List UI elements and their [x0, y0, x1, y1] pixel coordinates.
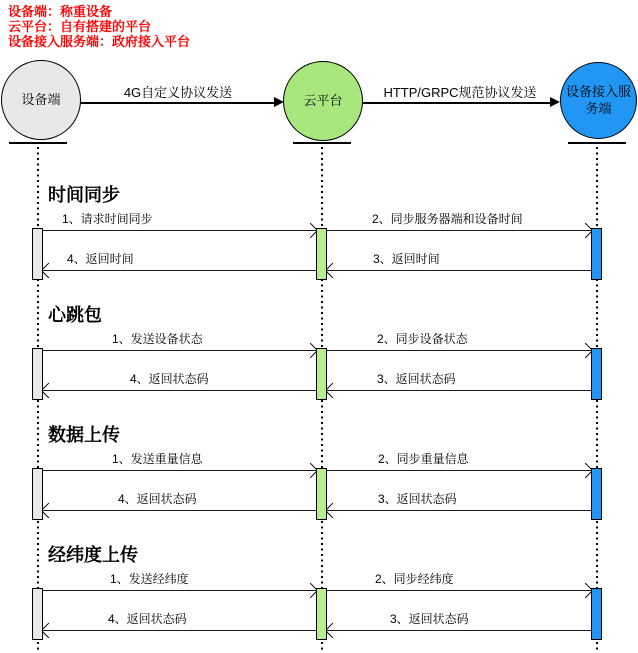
message-return-status-code-cloud — [43, 492, 316, 511]
message-return-time-server — [327, 252, 591, 271]
message-line — [327, 350, 591, 351]
message-send-weight-info — [43, 452, 316, 471]
activation-bar-server — [591, 468, 602, 520]
message-sync-server-device-time — [327, 212, 591, 231]
message-line — [43, 470, 316, 471]
activation-bar-cloud — [316, 348, 327, 400]
section-geo-upload — [0, 538, 638, 653]
actor-server-label: 设备接入服务端 — [565, 84, 631, 116]
message-line — [43, 390, 316, 391]
section-title: 经纬度上传 — [48, 545, 138, 565]
activation-bar-device — [32, 228, 43, 280]
message-line — [43, 590, 316, 591]
legend-line-cloud: 云平台：自有搭建的平台 — [8, 19, 152, 34]
message-label: 4、返回状态码 — [130, 372, 209, 386]
activation-bar-cloud — [316, 228, 327, 280]
message-label: 3、返回状态码 — [377, 372, 456, 386]
arrowhead-left-icon — [325, 263, 341, 279]
activation-bar-device — [32, 468, 43, 520]
message-return-status-code-cloud — [43, 372, 316, 391]
legend-line-device: 设备端：称重设备 — [8, 4, 113, 19]
message-line — [43, 510, 316, 511]
arrowhead-left-icon — [325, 623, 341, 639]
message-label: 4、返回状态码 — [108, 612, 187, 626]
message-label: 3、返回状态码 — [378, 492, 457, 506]
arrowhead-left-icon — [41, 263, 57, 279]
actor-device-label: 设备端 — [21, 91, 61, 107]
message-label: 2、同步经纬度 — [375, 572, 454, 586]
actor-device — [1, 60, 81, 140]
message-return-status-code-server — [327, 492, 591, 511]
activation-bar-cloud — [316, 588, 327, 640]
message-label: 2、同步设备状态 — [377, 332, 468, 346]
arrowhead-left-icon — [41, 383, 57, 399]
actor-cloud-label: 云平台 — [303, 92, 343, 108]
actor-baseline-device — [9, 142, 67, 144]
protocol-arrow-device-cloud — [80, 102, 274, 104]
message-line — [327, 390, 591, 391]
message-request-time-sync — [43, 212, 316, 231]
message-label: 2、同步重量信息 — [378, 452, 469, 466]
message-line — [327, 470, 591, 471]
arrowhead-left-icon — [325, 503, 341, 519]
message-line — [327, 270, 591, 271]
legend-line-server: 设备接入服务端：政府接入平台 — [8, 34, 191, 49]
message-label: 1、请求时间同步 — [62, 212, 153, 226]
message-line — [43, 350, 316, 351]
actor-server — [560, 62, 637, 139]
message-return-time-cloud — [43, 252, 316, 271]
message-label: 4、返回时间 — [67, 252, 134, 266]
message-send-lat-long — [43, 572, 316, 591]
message-label: 2、同步服务器端和设备时间 — [372, 212, 523, 226]
activation-bar-cloud — [316, 468, 327, 520]
message-line — [327, 630, 591, 631]
message-line — [43, 270, 316, 271]
actor-cloud — [283, 61, 363, 141]
arrowhead-left-icon — [41, 503, 57, 519]
message-line — [43, 630, 316, 631]
actor-baseline-server — [568, 142, 626, 144]
section-heartbeat — [0, 298, 638, 418]
message-sync-device-status — [327, 332, 591, 351]
message-line — [43, 230, 316, 231]
message-sync-lat-long — [327, 572, 591, 591]
message-label: 3、返回状态码 — [390, 612, 469, 626]
arrowhead-left-icon — [325, 383, 341, 399]
activation-bar-server — [591, 348, 602, 400]
message-send-device-status — [43, 332, 316, 351]
message-line — [327, 510, 591, 511]
message-return-status-code-server — [327, 372, 591, 391]
message-return-status-code-cloud — [43, 612, 316, 631]
message-label: 1、发送经纬度 — [110, 572, 189, 586]
message-label: 3、返回时间 — [373, 252, 440, 266]
section-time-sync — [0, 178, 638, 298]
section-title: 心跳包 — [48, 305, 102, 325]
message-label: 1、发送重量信息 — [112, 452, 203, 466]
legend — [8, 4, 190, 49]
activation-bar-server — [591, 228, 602, 280]
arrowhead-solid-right-icon — [274, 97, 284, 107]
protocol-arrow-cloud-server — [363, 102, 550, 104]
section-title: 时间同步 — [48, 185, 120, 205]
message-sync-weight-info — [327, 452, 591, 471]
protocol-label-cloud-server: HTTP/GRPC规范协议发送 — [383, 85, 537, 100]
message-line — [327, 230, 591, 231]
message-return-status-code-server — [327, 612, 591, 631]
activation-bar-server — [591, 588, 602, 640]
arrowhead-solid-right-icon — [550, 97, 560, 107]
message-label: 4、返回状态码 — [118, 492, 197, 506]
message-label: 1、发送设备状态 — [112, 332, 203, 346]
actor-baseline-cloud — [293, 142, 351, 144]
section-title: 数据上传 — [48, 425, 120, 445]
protocol-label-device-cloud: 4G自定义协议发送 — [123, 85, 233, 100]
arrowhead-left-icon — [41, 623, 57, 639]
section-data-upload — [0, 418, 638, 538]
message-line — [327, 590, 591, 591]
activation-bar-device — [32, 588, 43, 640]
activation-bar-device — [32, 348, 43, 400]
